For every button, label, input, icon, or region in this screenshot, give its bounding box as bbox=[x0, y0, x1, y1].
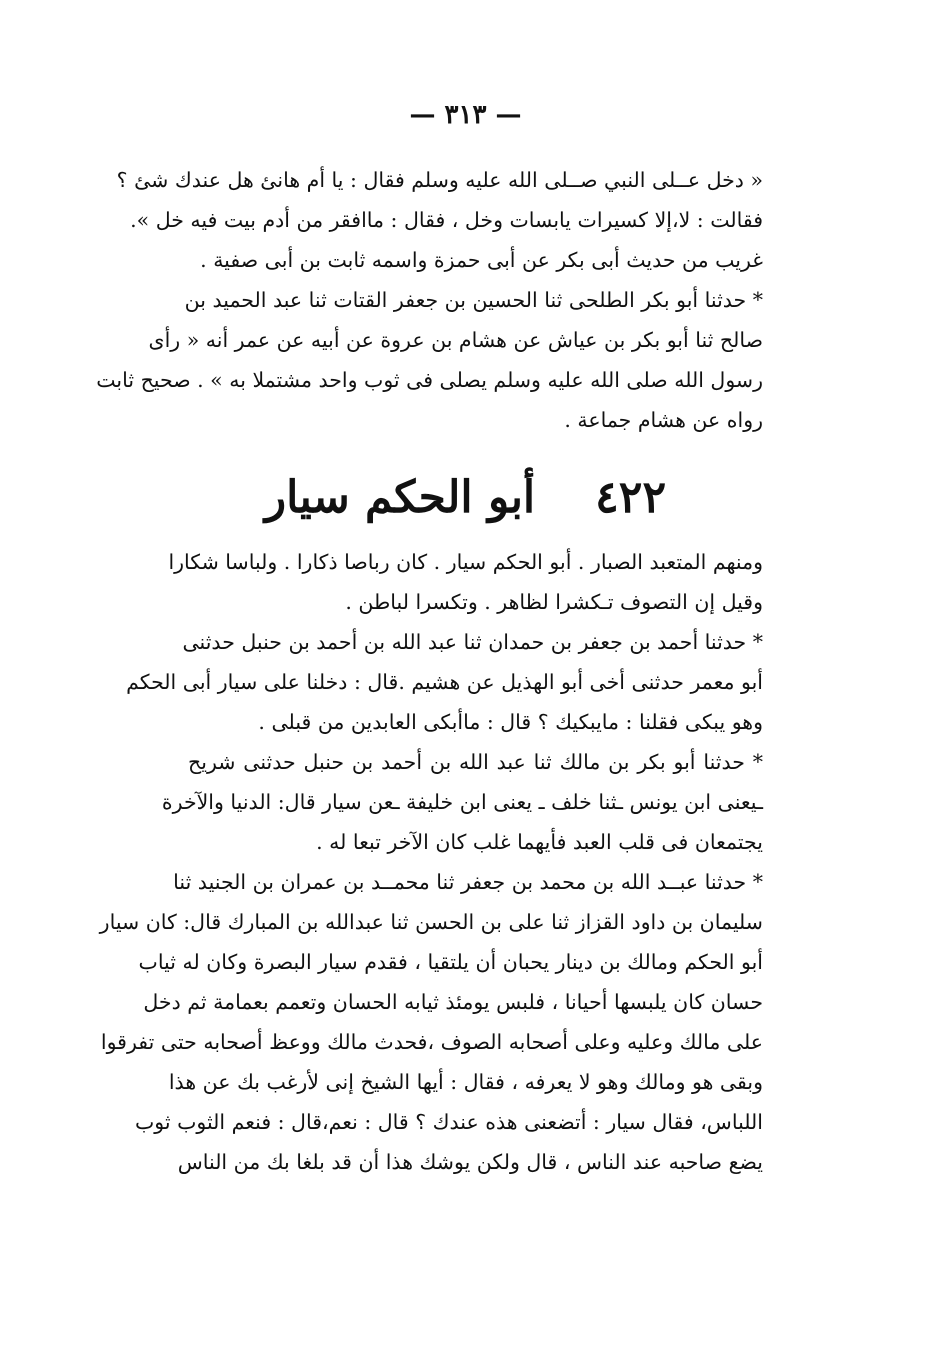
text-line: أبو الحكم ومالك بن دينار يحبان أن يلتقيا ، فقدم سيار البصرة وكان له ثياب bbox=[138, 950, 763, 974]
page-number: — ٣١٣ — bbox=[409, 100, 522, 130]
text-line: على مالك وعليه وعلى أصحابه الصوف ،فحدث مالك ووعظ أصحابه حتى تفرقوا bbox=[100, 1030, 763, 1054]
text-line: * حدثنا عبــد الله بن محمد بن جعفر ثنا محمــد بن عمران بن الجنيد ثنا bbox=[173, 870, 763, 894]
text-line: ـيعنى ابن يونس ـثنا خلف ـ يعنى ابن خليفة ـعن سيار قال: الدنيا والآخرة bbox=[161, 790, 763, 814]
text-line: * حدثنا أبو بكر بن مالك ثنا عبد الله بن أحمد بن حنبل حدثنى شريح bbox=[188, 750, 763, 774]
text-block-biography bbox=[99, 542, 763, 1182]
text-block-hadith-narrations bbox=[96, 160, 763, 440]
text-line: * حدثنا أحمد بن جعفر بن حمدان ثنا عبد الله بن أحمد بن حنبل حدثنى bbox=[182, 630, 763, 654]
text-line: حسان كان يلبسها أحيانا ، فلبس يومئذ ثيابه الحسان وتعمم بعمامة ثم دخل bbox=[143, 990, 763, 1014]
section-title: أبو الحكم سيار bbox=[264, 472, 536, 523]
text-line: * حدثنا أبو بكر الطلحى ثنا الحسين بن جعفر القتات ثنا عبد الحميد بن bbox=[184, 288, 763, 312]
text-line: اللباس، فقال سيار : أتضعنى هذه عندك ؟ قال : نعم،قال : فنعم الثوب ثوب bbox=[134, 1110, 763, 1134]
section-heading bbox=[0, 458, 931, 538]
text-line: فقالت : لا،إلا كسيرات يابسات وخل ، فقال : ماافقر من أدم بيت فيه خل ». bbox=[130, 208, 763, 232]
text-line: وهو يبكى فقلنا : مايبكيك ؟ قال : ماأبكى العابدين من قبلى . bbox=[258, 710, 763, 734]
text-line: رواه عن هشام جماعة . bbox=[564, 408, 763, 432]
text-line: أبو معمر حدثنى أخى أبو الهذيل عن هشيم .قال : دخلنا على سيار أبى الحكم bbox=[126, 670, 763, 694]
text-line: غريب من حديث أبى بكر عن أبى حمزة واسمه ثابت بن أبى صفية . bbox=[200, 248, 763, 272]
text-line: سليمان بن داود القزاز ثنا على بن الحسن ثنا عبدالله بن المبارك قال: كان سيار bbox=[99, 910, 763, 934]
text-line: رسول الله صلى الله عليه وسلم يصلى فى ثوب واحد مشتملا به » . صحيح ثابت bbox=[96, 368, 763, 392]
text-line: « دخل عــلى النبي صــلى الله عليه وسلم فقال : يا أم هانئ هل عندك شئ ؟ bbox=[116, 168, 763, 192]
text-line: صالح ثنا أبو بكر بن عياش عن هشام بن عروة عن أبيه عن عمر أنه « رأى bbox=[148, 328, 763, 352]
text-line: يجتمعان فى قلب العبد فأيهما غلب كان الآخر تبعا له . bbox=[316, 830, 763, 854]
text-line: وقيل إن التصوف تـكشرا لظاهر . وتكسرا لباطن . bbox=[345, 590, 763, 614]
text-line: يضع صاحبه عند الناس ، قال ولكن يوشك هذا أن قد بلغا بك من الناس bbox=[177, 1150, 763, 1174]
text-line: ومنهم المتعبد الصبار . أبو الحكم سيار . كان رباصا ذكارا . ولباسا شكارا bbox=[168, 550, 763, 574]
section-number: ٤٢٢ bbox=[595, 472, 667, 523]
text-line: وبقى هو ومالك وهو لا يعرفه ، فقال : أيها الشيخ إنى لأرغب بك عن هذا bbox=[168, 1070, 763, 1094]
